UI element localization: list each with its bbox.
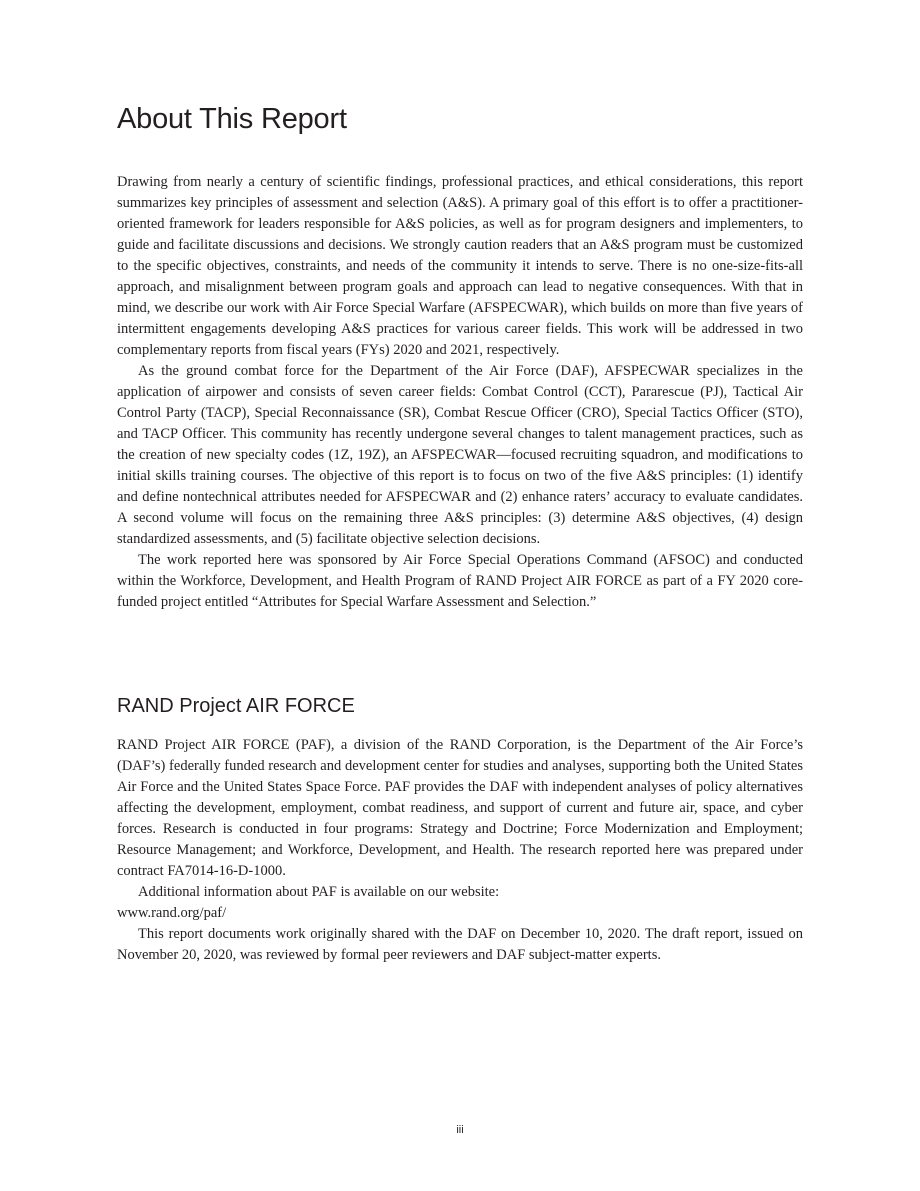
section-heading-paf: RAND Project AIR FORCE: [117, 695, 355, 717]
about-paragraph-2: As the ground combat force for the Department of the Air Force (DAF), AFSPECWAR specializes in the application of airpower and consists of seven career fields: Combat Control (CCT), Pararescue (PJ), Tactical Air Control Party (TACP), Special Reconnaissance (SR), Combat Rescue Officer (CRO), Special Tactics Officer (STO), and TACP Officer. This community has recently undergone several changes to talent management practices, such as the creation of new specialty codes (1Z, 19Z), an AFSPECWAR—focused recruiting squadron, and modifications to initial skills training courses. The objective of this report is to focus on two of the five A&S principles: (1) identify and define nontechnical attributes needed for AFSPECWAR and (2) enhance raters’ accuracy to evaluate candidates. A second volume will focus on the remaining three A&S principles: (3) determine A&S objectives, (4) design standardized assessments, and (5) facilitate objective selection decisions.: [117, 363, 803, 547]
about-paragraph-3: The work reported here was sponsored by Air Force Special Operations Command (AFSOC) and conducted within the Workforce, Development, and Health Program of RAND Project AIR FORCE as part of a FY 2020 core-funded project entitled “Attributes for Special Warfare Assessment and Selection.”: [117, 552, 803, 610]
paf-section-body: [117, 735, 803, 966]
about-paragraph-1: Drawing from nearly a century of scientific findings, professional practices, and ethical considerations, this report summarizes key principles of assessment and selection (A&S). A primary goal of this effort is to offer a practitioner-oriented framework for leaders responsible for A&S policies, as well as for program designers and implementers, to guide and facilitate discussions and decisions. We strongly caution readers that an A&S program must be customized to the specific objectives, constraints, and needs of the community it intends to serve. There is no one-size-fits-all approach, and misalignment between program goals and approach can lead to negative consequences. With that in mind, we describe our work with Air Force Special Warfare (AFSPECWAR), which builds on more than five years of intermittent engagements developing A&S practices for various career fields. This work will be addressed in two complementary reports from fiscal years (FYs) 2020 and 2021, respectively.: [117, 174, 803, 358]
page-title: About This Report: [117, 103, 347, 135]
paf-paragraph-3: This report documents work originally shared with the DAF on December 10, 2020. The draft report, issued on November 20, 2020, was reviewed by formal peer reviewers and DAF subject-matter experts.: [117, 926, 803, 963]
paf-paragraph-2: Additional information about PAF is available on our website:: [138, 884, 500, 900]
paf-website-link[interactable]: www.rand.org/paf/: [117, 905, 227, 921]
about-section-body: [117, 172, 803, 613]
page-number: iii: [456, 1124, 464, 1136]
paf-paragraph-1: RAND Project AIR FORCE (PAF), a division of the RAND Corporation, is the Department of the Air Force’s (DAF’s) federally funded research and development center for studies and analyses, supporting both the United States Air Force and the United States Space Force. PAF provides the DAF with independent analyses of policy alternatives affecting the development, employment, combat readiness, and support of current and future air, space, and cyber forces. Research is conducted in four programs: Strategy and Doctrine; Force Modernization and Employment; Resource Management; and Workforce, Development, and Health. The research reported here was prepared under contract FA7014-16-D-1000.: [117, 737, 803, 879]
